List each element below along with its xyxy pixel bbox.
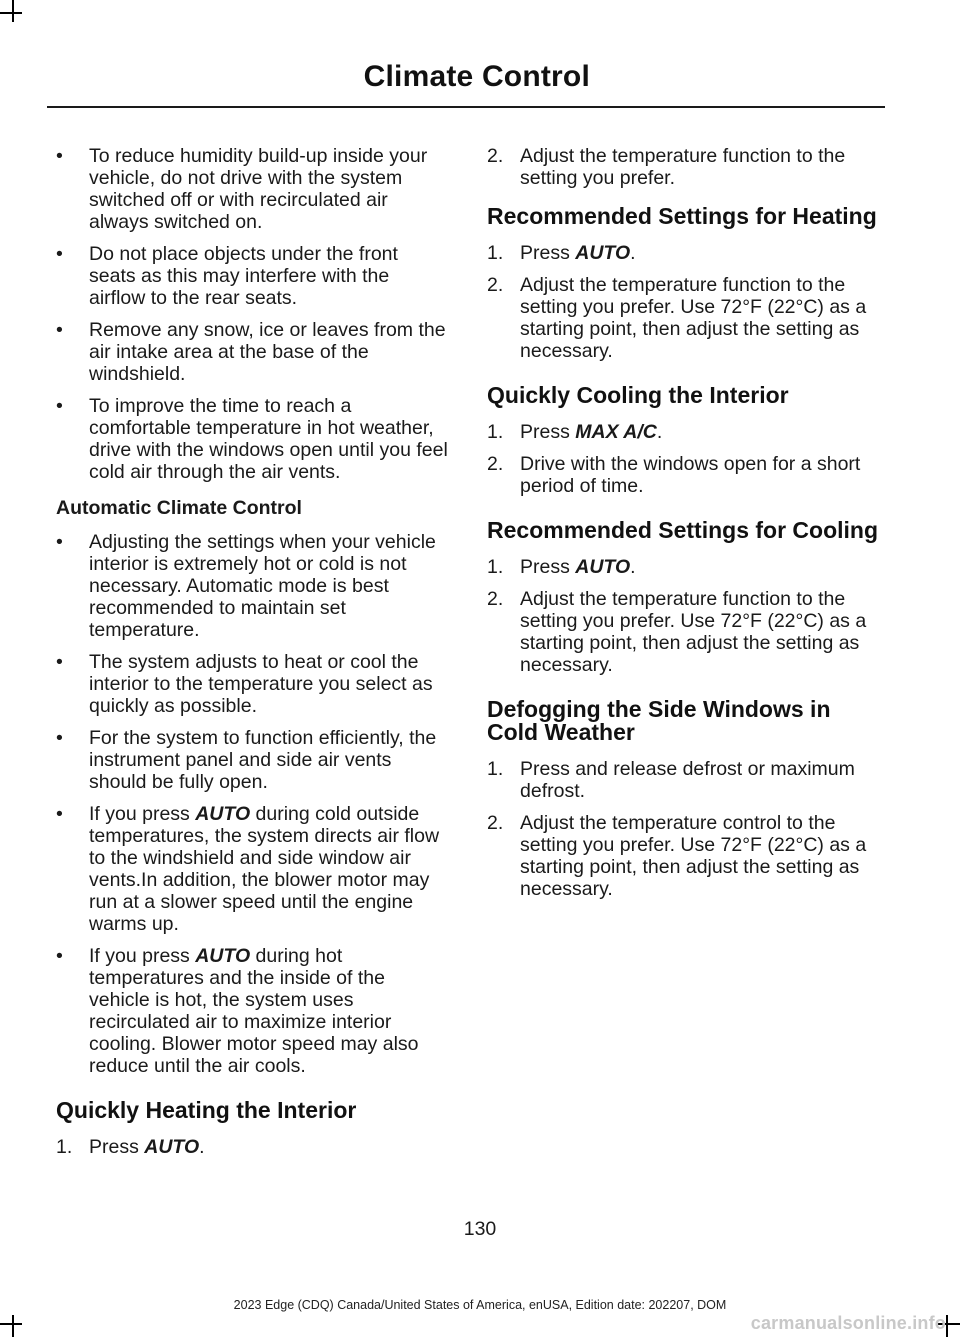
defog-heading: Defogging the Side Windows in Cold Weather (487, 696, 831, 745)
rec-cooling-heading: Recommended Settings for Cooling (487, 517, 879, 543)
bullet-mark: • (56, 651, 63, 673)
list-item: • If you press AUTO during hot temperatures and the inside of the vehicle is hot, the system uses recirculated air to maximize interior cooling. Blower motor speed may also reduce until the air cools. (56, 945, 419, 1077)
rec-heating-heading: Recommended Settings for Heating (487, 203, 877, 229)
page-title: Climate Control (363, 60, 590, 93)
list-item: 2. Adjust the temperature function to the setting you prefer. (487, 145, 846, 189)
bullet-mark: • (56, 945, 63, 967)
list-item: 1. Press AUTO. (487, 242, 636, 264)
list-item: • The system adjusts to heat or cool the interior to the temperature you select as quickly as possible. (56, 651, 433, 717)
bullet-mark: • (56, 803, 63, 825)
page-number: 130 (463, 1218, 497, 1240)
crop-mark (12, 1315, 14, 1337)
acc-bullet-list (56, 531, 448, 1077)
header-divider (47, 106, 885, 108)
quick-cooling-steps (487, 421, 881, 497)
quick-heating-steps (56, 1136, 448, 1158)
quick-heating-steps-continued (487, 145, 881, 189)
bullet-mark: • (56, 243, 63, 265)
list-item: 1. Press and release defrost or maximum defrost. (487, 758, 855, 802)
auto-button-label: AUTO (575, 556, 631, 578)
list-item: 2. Drive with the windows open for a short period of time. (487, 453, 861, 497)
list-item: • For the system to function efficiently, the instrument panel and side air vents should be fully open. (56, 727, 437, 793)
acc-subheading: Automatic Climate Control (56, 497, 302, 519)
auto-button-label: AUTO (575, 242, 631, 264)
crop-mark (0, 1323, 22, 1325)
crop-mark (0, 12, 22, 14)
step-number: 1. (487, 242, 504, 264)
step-number: 2. (487, 274, 504, 296)
step-number: 2. (487, 588, 504, 610)
list-item: • To improve the time to reach a comfortable temperature in hot weather, drive with the windows open until you feel cold air through the air vents. (56, 395, 448, 483)
list-item: 2. Adjust the temperature function to the setting you prefer. Use 72°F (22°C) as a starting point, then adjust the setting as necessary. (487, 274, 867, 362)
list-item: • Remove any snow, ice or leaves from the air intake area at the base of the windshield. (56, 319, 446, 385)
rec-cooling-steps (487, 556, 881, 676)
bullet-mark: • (56, 395, 63, 417)
bullet-mark: • (56, 531, 63, 553)
auto-button-label: AUTO (195, 945, 251, 967)
step-number: 1. (56, 1136, 73, 1158)
step-number: 1. (487, 421, 504, 443)
auto-button-label: AUTO (195, 803, 251, 825)
list-item: 1. Press AUTO. (56, 1136, 205, 1158)
quick-heating-heading: Quickly Heating the Interior (56, 1097, 357, 1123)
max-ac-button-label: MAX A/C (575, 421, 657, 443)
defog-steps (487, 758, 881, 900)
bullet-mark: • (56, 319, 63, 341)
list-item: 2. Adjust the temperature control to the setting you prefer. Use 72°F (22°C) as a starting point, then adjust the setting as necessary. (487, 812, 867, 900)
step-number: 2. (487, 812, 504, 834)
list-item: • Do not place objects under the front seats as this may interfere with the airflow to the rear seats. (56, 243, 398, 309)
list-item: • Adjusting the settings when your vehicle interior is extremely hot or cold is not necessary. Automatic mode is best recommended to maintain set temperature. (56, 531, 436, 641)
bullet-mark: • (56, 727, 63, 749)
step-number: 1. (487, 556, 504, 578)
auto-button-label: AUTO (144, 1136, 200, 1158)
right-column (487, 145, 881, 910)
step-number: 1. (487, 758, 504, 780)
list-item: • If you press AUTO during cold outside temperatures, the system directs air flow to the windshield and side window air vents.In addition, the blower motor may run at a slower speed until the engine warms up. (56, 803, 440, 935)
intro-bullet-list (56, 145, 448, 483)
rec-heating-steps (487, 242, 881, 362)
step-number: 2. (487, 145, 504, 167)
list-item: 1. Press AUTO. (487, 556, 636, 578)
list-item: 1. Press MAX A/C. (487, 421, 663, 443)
crop-mark (946, 1315, 948, 1337)
step-number: 2. (487, 453, 504, 475)
left-column (56, 145, 448, 1168)
list-item: 2. Adjust the temperature function to the setting you prefer. Use 72°F (22°C) as a starting point, then adjust the setting as necessary. (487, 588, 867, 676)
list-item: • To reduce humidity build-up inside your vehicle, do not drive with the system switched off or with recirculated air always switched on. (56, 145, 428, 233)
bullet-mark: • (56, 145, 63, 167)
watermark: carmanualsonline.info (750, 1313, 946, 1333)
footer-edition-text: 2023 Edge (CDQ) Canada/United States of America, enUSA, Edition date: 202207, DOM (233, 1298, 727, 1312)
quick-cooling-heading: Quickly Cooling the Interior (487, 382, 789, 408)
crop-mark (12, 0, 14, 22)
